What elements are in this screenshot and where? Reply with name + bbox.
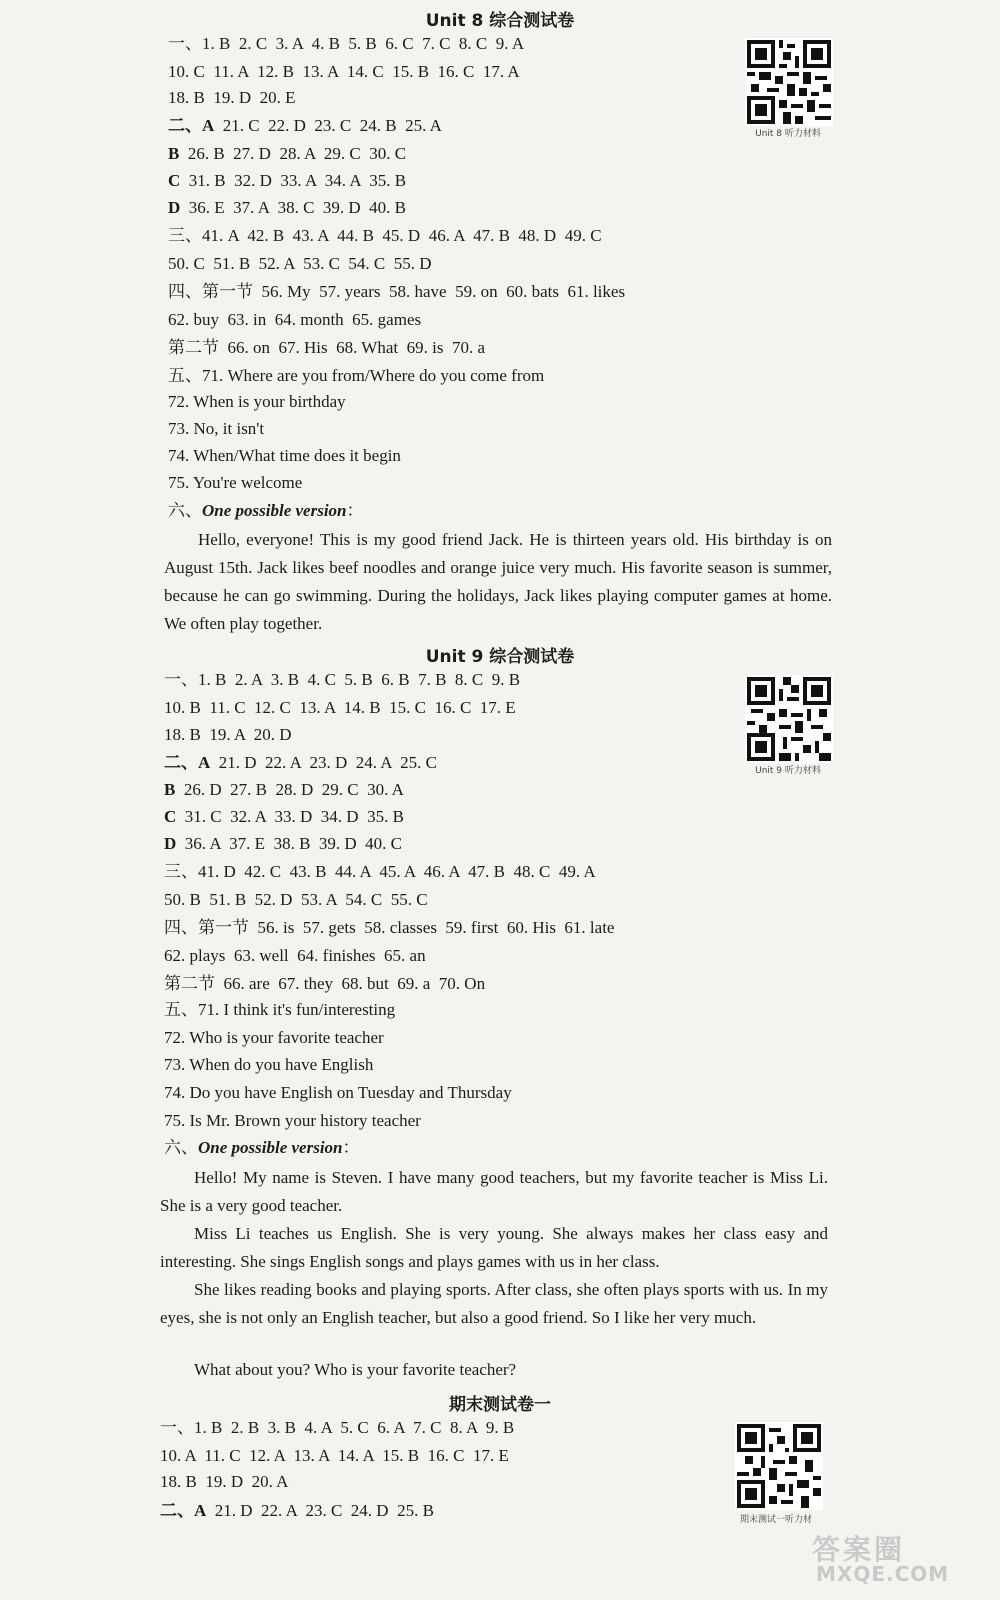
- unit8-part6-heading: [168, 499, 364, 523]
- unit8-part2-answers: 36. E 37. A 38. C 39. D 40. B: [180, 198, 407, 217]
- unit8-part3-line: 三、41. A 42. B 43. A 44. B 45. D 46. A 47. B 48. D 49. C: [168, 226, 602, 245]
- unit8-part2-answers: 21. C 22. D 23. C 24. B 25. A: [214, 116, 442, 135]
- unit9-part5-line: 75. Is Mr. Brown your history teacher: [164, 1111, 421, 1130]
- unit9-part6-heading: [164, 1136, 360, 1160]
- unit8-part4-line: 四、第一节 56. My 57. years 58. have 59. on 60. bats 61. likes: [168, 282, 626, 301]
- unit9-part2-label: D: [164, 834, 177, 853]
- unit9-part2-row: [164, 778, 404, 802]
- unit9-part5-line: 72. Who is your favorite teacher: [164, 1028, 384, 1047]
- unit8-part2-answers: 31. B 32. D 33. A 34. A 35. B: [180, 171, 407, 190]
- unit8-part2-row: [168, 169, 406, 193]
- qr-caption: Unit 9 听力材料: [755, 766, 821, 776]
- unit9-part1-line: 10. B 11. C 12. C 13. A 14. B 15. C 16. C 17. E: [164, 698, 516, 717]
- final-part1-line: 18. B 19. D 20. A: [160, 1472, 289, 1491]
- unit9-part2-answers: 21. D 22. A 23. D 24. A 25. C: [210, 753, 437, 772]
- unit9-part6-label: One possible version: [198, 1138, 343, 1157]
- unit8-part5-line: 75. You're welcome: [168, 473, 303, 492]
- unit9-part4-line: 62. plays 63. well 64. finishes 65. an: [164, 946, 426, 965]
- unit8-part2-row: [168, 196, 406, 220]
- qr-code-icon[interactable]: [735, 1422, 823, 1510]
- unit9-part4-line: 第二节 66. are 67. they 68. but 69. a 70. On: [164, 974, 486, 993]
- unit9-title: Unit 9 综合测试卷: [425, 647, 575, 667]
- site-watermark: [806, 1526, 976, 1586]
- unit9-part5-line: 74. Do you have English on Tuesday and Thursday: [164, 1083, 512, 1102]
- unit8-part5-line: 73. No, it isn't: [168, 419, 265, 438]
- watermark-mark: 答案圈: [812, 1533, 906, 1566]
- unit9-part4-line: 四、第一节 56. is 57. gets 58. classes 59. first 60. His 61. late: [164, 918, 615, 937]
- final-part1-line: 一、1. B 2. B 3. B 4. A 5. C 6. A 7. C 8. A 9. B: [160, 1418, 515, 1437]
- unit9-part2-answers: 31. C 32. A 33. D 34. D 35. B: [176, 807, 404, 826]
- unit8-part5-line: 74. When/What time does it begin: [168, 446, 401, 465]
- final-part2-row: [160, 1499, 434, 1523]
- unit8-part5-line: 五、71. Where are you from/Where do you come from: [168, 366, 545, 385]
- unit8-essay-paragraph: Hello, everyone! This is my good friend Jack. He is thirteen years old. His birthday is on August 15th. Jack likes beef noodles and orange juice very much. His favorite season is summer, because he can go swimming. During the holidays, Jack likes playing computer games at home. We often play together.: [164, 530, 832, 633]
- unit8-part1-line: 一、1. B 2. C 3. A 4. B 5. B 6. C 7. C 8. C 9. A: [168, 34, 525, 53]
- qr-caption: 期末测试一听力材: [739, 1515, 812, 1525]
- unit9-part6-colon: ：: [342, 1138, 360, 1157]
- unit8-part2-label: D: [168, 198, 181, 217]
- unit9-part5-line: 73. When do you have English: [164, 1055, 374, 1074]
- qr-code-icon[interactable]: [745, 38, 833, 126]
- unit9-part2-label: C: [164, 807, 177, 826]
- unit9-part3-line: 三、41. D 42. C 43. B 44. A 45. A 46. A 47. B 48. C 49. A: [164, 862, 596, 881]
- unit9-part1-line: 18. B 19. A 20. D: [164, 725, 292, 744]
- unit8-title: Unit 8 综合测试卷: [425, 11, 575, 31]
- unit8-part4-line: 62. buy 63. in 64. month 65. games: [168, 310, 422, 329]
- unit8-part6-prefix: 六、: [168, 501, 202, 520]
- qr-code-icon[interactable]: [745, 675, 833, 763]
- final-test-title: 期末测试卷一: [449, 1395, 551, 1415]
- unit9-part1-line: 一、1. B 2. A 3. B 4. C 5. B 6. B 7. B 8. C 9. B: [164, 670, 521, 689]
- unit9-essay-paragraph: What about you? Who is your favorite teacher?: [194, 1360, 517, 1379]
- final-part2-label: 二、A: [160, 1501, 207, 1520]
- unit9-essay-paragraph: Miss Li teaches us English. She is very young. She always makes her class easy and interesting. She sings English songs and plays games with us in her class.: [160, 1224, 828, 1271]
- watermark-url: MXQE.COM: [816, 1562, 950, 1586]
- unit8-part2-row: [168, 142, 406, 166]
- unit8-part6-label: One possible version: [202, 501, 347, 520]
- unit9-part3-line: 50. B 51. B 52. D 53. A 54. C 55. C: [164, 890, 428, 909]
- unit9-part2-row: [164, 832, 402, 856]
- unit8-part5-line: 72. When is your birthday: [168, 392, 346, 411]
- final-part2-answers: 21. D 22. A 23. C 24. D 25. B: [206, 1501, 434, 1520]
- unit9-part2-row: [164, 751, 437, 775]
- qr-caption: Unit 8 听力材料: [755, 129, 821, 139]
- unit8-part3-line: 50. C 51. B 52. A 53. C 54. C 55. D: [168, 254, 432, 273]
- unit8-part2-label: 二、A: [168, 116, 215, 135]
- unit8-part1-line: 10. C 11. A 12. B 13. A 14. C 15. B 16. C 17. A: [168, 62, 520, 81]
- unit8-part2-row: [168, 114, 442, 138]
- unit9-part2-row: [164, 805, 404, 829]
- unit9-part2-answers: 36. A 37. E 38. B 39. D 40. C: [176, 834, 403, 853]
- unit9-essay-paragraph: Hello! My name is Steven. I have many good teachers, but my favorite teacher is Miss Li. She is a very good teacher.: [160, 1168, 828, 1215]
- unit9-part6-prefix: 六、: [164, 1138, 198, 1157]
- unit8-part6-colon: ：: [346, 501, 364, 520]
- final-part1-line: 10. A 11. C 12. A 13. A 14. A 15. B 16. C 17. E: [160, 1446, 509, 1465]
- unit8-part1-line: 18. B 19. D 20. E: [168, 88, 296, 107]
- unit9-part2-label: B: [164, 780, 176, 799]
- unit8-part4-line: 第二节 66. on 67. His 68. What 69. is 70. a: [168, 338, 486, 357]
- unit9-part5-line: 五、71. I think it's fun/interesting: [164, 1000, 396, 1019]
- unit9-part2-label: 二、A: [164, 753, 211, 772]
- unit8-part2-label: B: [168, 144, 180, 163]
- unit9-essay-paragraph: She likes reading books and playing sports. After class, she often plays sports with us. In my eyes, she is not only an English teacher, but also a good friend. So I like her very much.: [160, 1280, 828, 1327]
- unit8-part2-label: C: [168, 171, 181, 190]
- unit8-part2-answers: 26. B 27. D 28. A 29. C 30. C: [179, 144, 407, 163]
- unit9-part2-answers: 26. D 27. B 28. D 29. C 30. A: [175, 780, 404, 799]
